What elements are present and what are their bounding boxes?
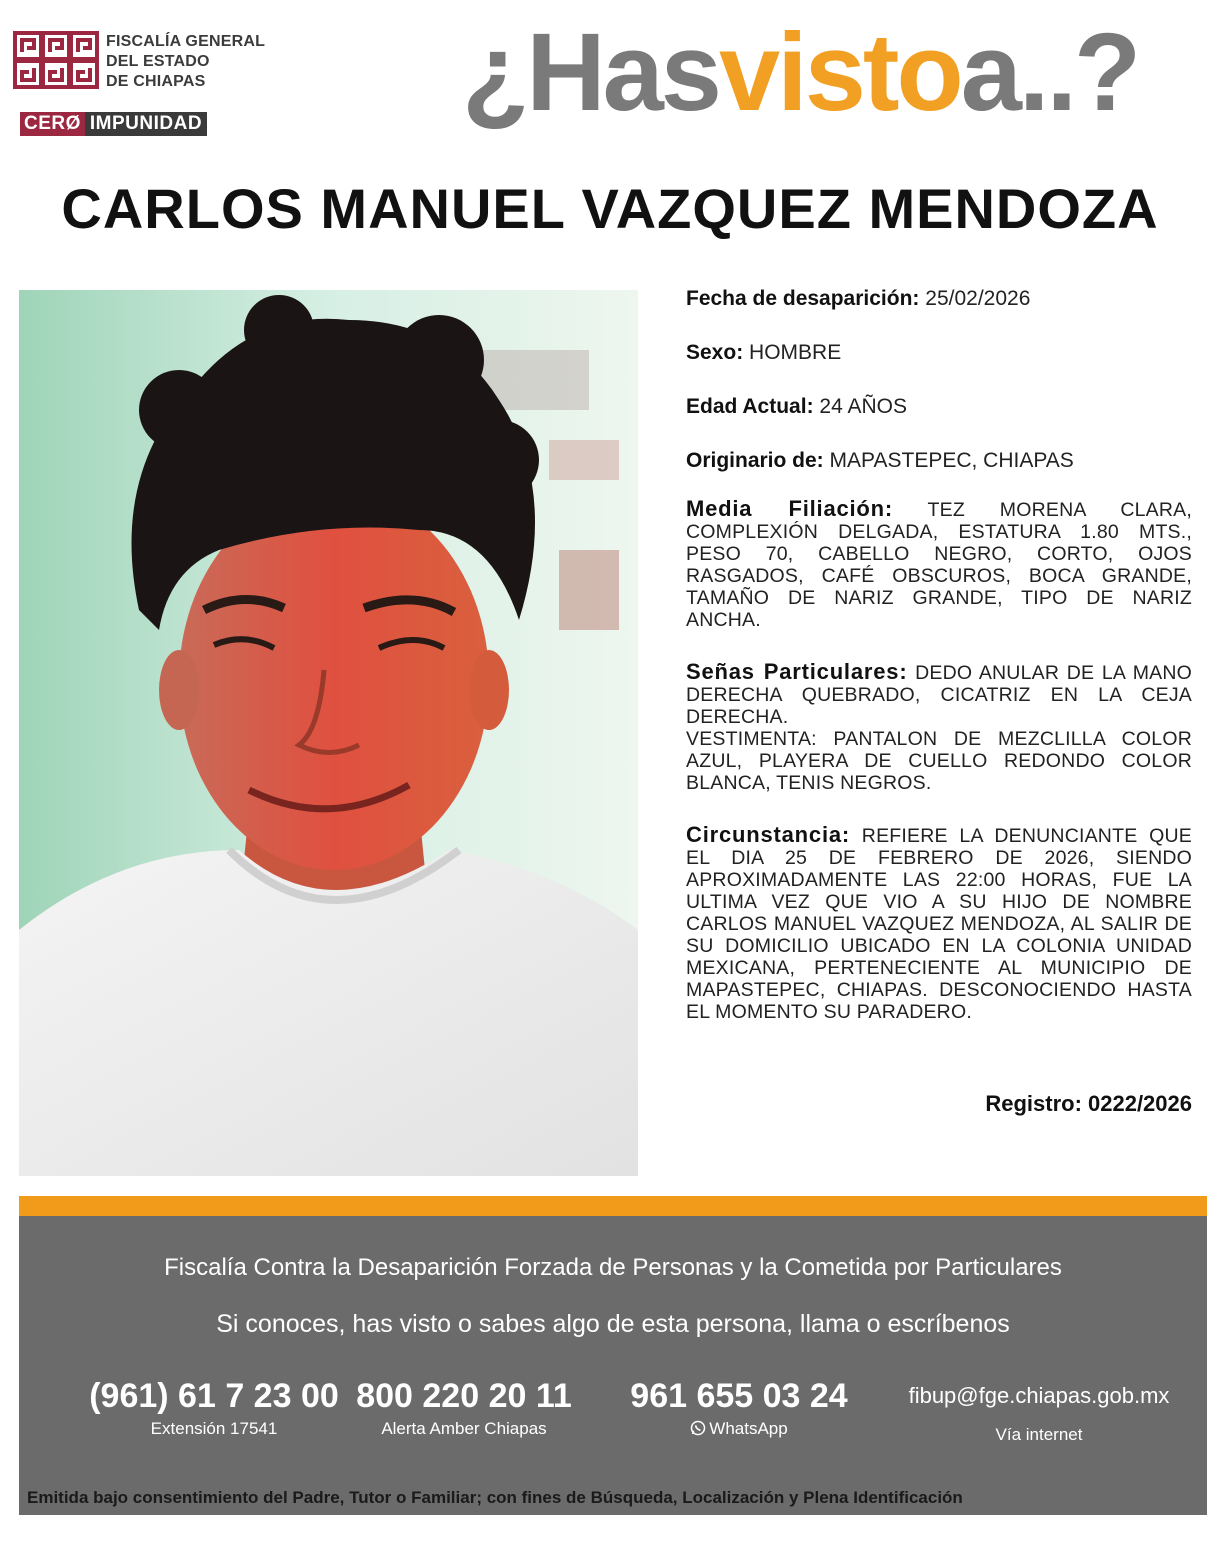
fecha-value: 25/02/2026	[925, 287, 1031, 310]
cero-label: CERØ	[20, 112, 85, 136]
edad-value: 24 AÑOS	[819, 395, 907, 418]
circunstancia-paragraph	[686, 824, 1192, 1023]
circunstancia-label: Circunstancia:	[686, 822, 851, 847]
contact-email-address[interactable]: fibup@fge.chiapas.gob.mx	[908, 1383, 1170, 1408]
brand-part-has: ¿Has	[462, 11, 719, 134]
cero-impunidad-badge	[20, 112, 207, 136]
vestimenta-value: VESTIMENTA: PANTALON DE MEZCLILLA COLOR AZUL, PLAYERA DE CUELLO REDONDO COLOR BLANCA, TENIS NEGROS.	[686, 728, 1192, 794]
origen-row	[686, 446, 1192, 476]
contact-phone-1[interactable]	[69, 1376, 359, 1440]
sexo-value: HOMBRE	[749, 341, 842, 364]
senas-label: Señas Particulares:	[686, 659, 908, 684]
edad-row	[686, 392, 1192, 422]
sexo-label: Sexo:	[686, 341, 744, 364]
contact-caption: Extensión 17541	[150, 1419, 278, 1438]
brand-part-visto: visto	[718, 11, 961, 134]
filiacion-label: Media Filiación:	[686, 496, 894, 521]
fecha-label: Fecha de desaparición:	[686, 287, 920, 310]
fiscalia-fret-icon	[12, 30, 100, 90]
fiscalia-name-line-2: DEL ESTADO	[106, 53, 210, 70]
contact-email[interactable]	[899, 1376, 1179, 1446]
origen-label: Originario de:	[686, 449, 824, 472]
filiacion-paragraph	[686, 498, 1192, 631]
person-details	[686, 284, 1192, 1023]
contact-whatsapp[interactable]	[629, 1376, 849, 1440]
contact-footer	[19, 1216, 1207, 1515]
fiscalia-name-line-3: DE CHIAPAS	[106, 73, 206, 90]
contact-caption: Alerta Amber Chiapas	[381, 1419, 547, 1438]
brand-part-a: a..?	[960, 11, 1139, 134]
filiacion-value: TEZ MORENA CLARA, COMPLEXIÓN DELGADA, ESTATURA 1.80 MTS., PESO 70, CABELLO NEGRO, CORTO, OJOS RASGADOS, CAFÉ OBSCUROS, BOCA GRANDE, TAMAÑO DE NARIZ GRANDE, TIPO DE NARIZ ANCHA.	[686, 499, 1192, 631]
circunstancia-value: REFIERE LA DENUNCIANTE QUE EL DIA 25 DE FEBRERO DE 2026, SIENDO APROXIMADAMENTE LAS 22:00 HORAS, FUE LA ULTIMA VEZ QUE VIO A SU HIJO DE NOMBRE CARLOS MANUEL VAZQUEZ MENDOZA, AL SALIR DE SU DOMICILIO UBICADO EN LA COLONIA UNIDAD MEXICANA, PERTENECIENTE AL MUNICIPIO DE MAPASTEPEC, CHIAPAS. DESCONOCIENDO HASTA EL MOMENTO SU PARADERO.	[686, 825, 1192, 1023]
edad-label: Edad Actual:	[686, 395, 814, 418]
impunidad-label: IMPUNIDAD	[85, 112, 207, 136]
contact-caption: WhatsApp	[709, 1419, 788, 1438]
fecha-row	[686, 284, 1192, 314]
senas-value: DEDO ANULAR DE LA MANO DERECHA QUEBRADO, CICATRIZ EN LA CEJA DERECHA.	[686, 662, 1193, 728]
sexo-row	[686, 338, 1192, 368]
person-photo-image	[19, 290, 638, 1176]
contact-number[interactable]: (961) 61 7 23 00	[89, 1377, 339, 1415]
contact-number[interactable]: 961 655 03 24	[630, 1377, 848, 1415]
origen-value: MAPASTEPEC, CHIAPAS	[829, 449, 1074, 472]
contact-caption: Vía internet	[995, 1425, 1083, 1444]
fiscalia-name	[106, 32, 265, 92]
has-visto-a-logo	[462, 11, 1139, 134]
fiscalia-logo	[12, 30, 282, 140]
footer-consent-note: Emitida bajo consentimiento del Padre, Tutor o Familiar; con fines de Búsqueda, Localización y Plena Identificación	[27, 1488, 963, 1507]
contact-number[interactable]: 800 220 20 11	[356, 1377, 572, 1415]
contact-caption-row	[629, 1418, 849, 1440]
footer-subtitle: Si conoces, has visto o sabes algo de esta persona, llama o escríbenos	[216, 1310, 1010, 1338]
person-photo	[19, 290, 638, 1176]
registro-number: Registro: 0222/2026	[985, 1091, 1192, 1116]
person-name: CARLOS MANUEL VAZQUEZ MENDOZA	[61, 177, 1159, 240]
whatsapp-icon	[690, 1420, 706, 1436]
orange-divider	[19, 1196, 1207, 1216]
senas-paragraph	[686, 661, 1192, 794]
contact-phone-2[interactable]	[349, 1376, 579, 1440]
footer-title: Fiscalía Contra la Desaparición Forzada de Personas y la Cometida por Particulares	[164, 1254, 1062, 1281]
fiscalia-name-line-1: FISCALÍA GENERAL	[106, 33, 266, 50]
